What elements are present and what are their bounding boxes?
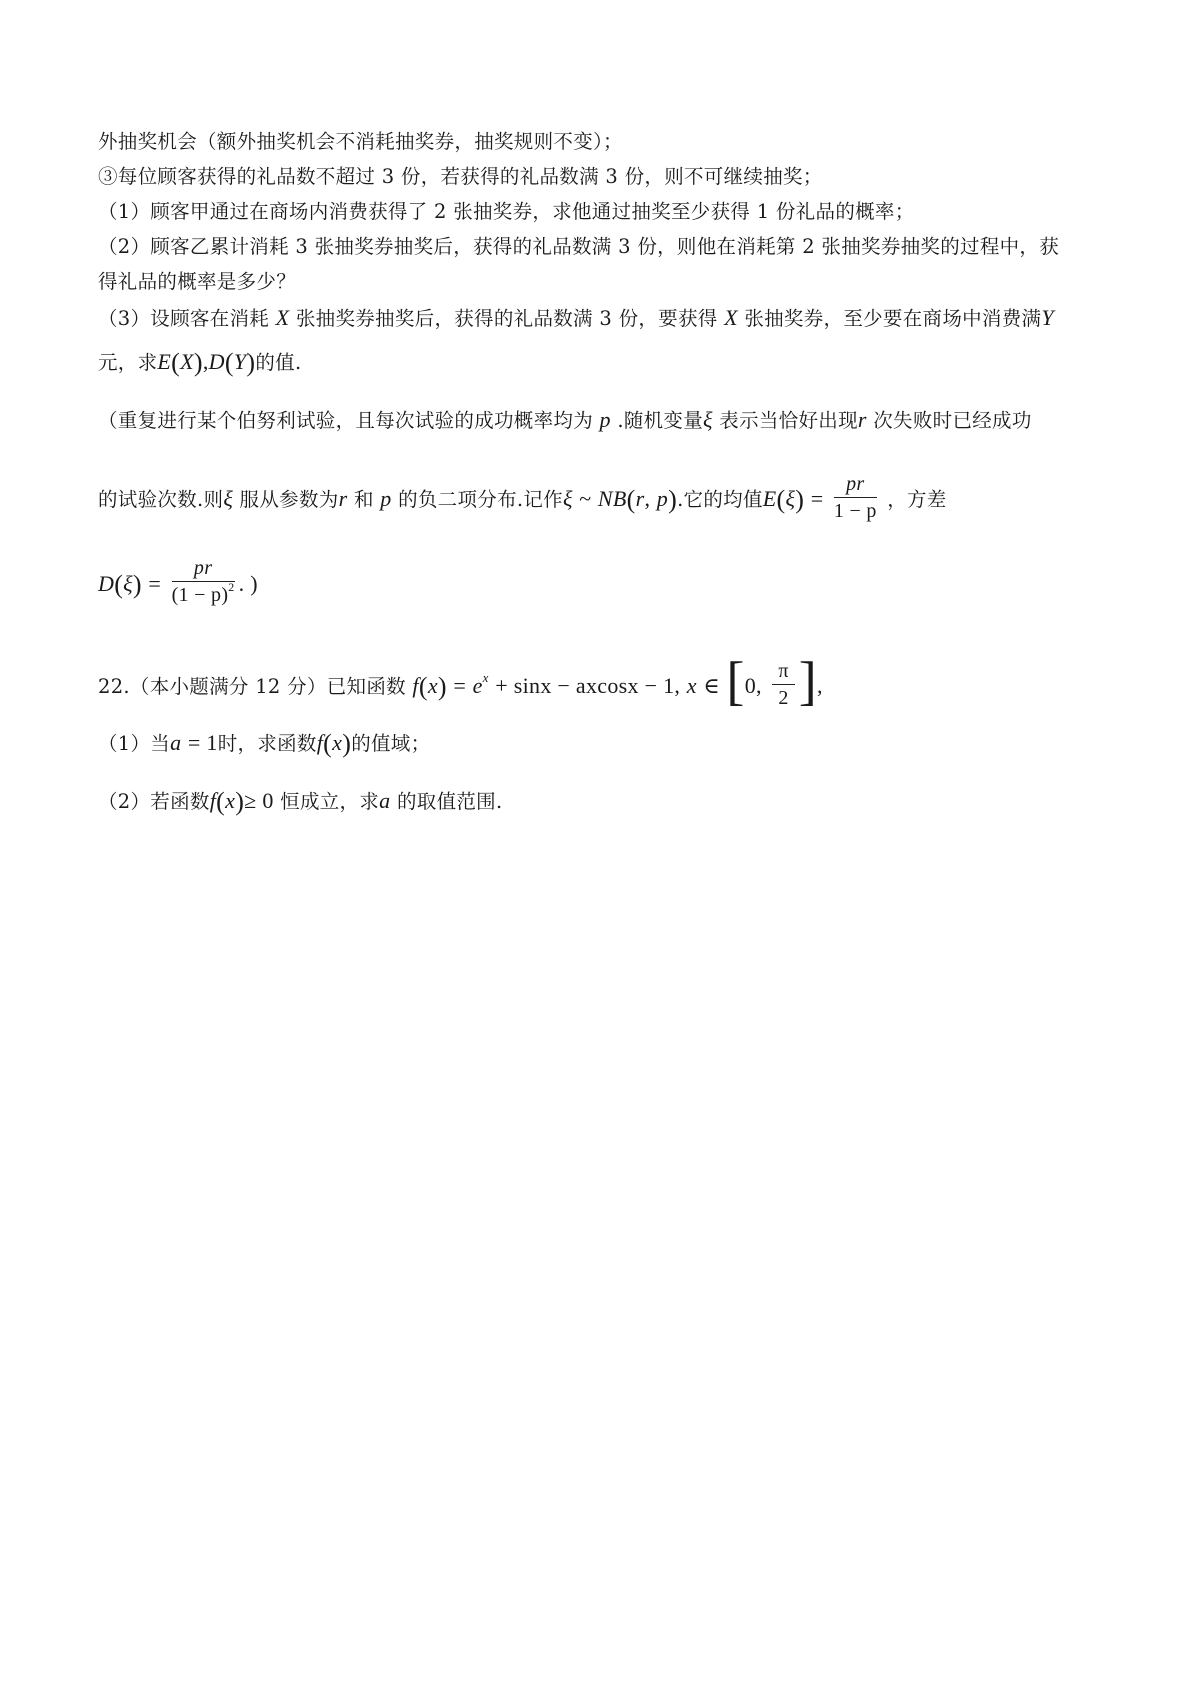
problem-22-part-2: （2）若函数f(x)≥ 0 恒成立，求a 的取值范围. [98,787,503,816]
note-line-3: D(ξ) = $\frac{pr}{(1 - p)^2}$ . ) [98,558,258,613]
question-2: （2）顾客乙累计消耗 3 张抽奖券抽奖后，获得的礼品数满 3 份，则他在消耗第 2 张抽奖券抽奖的过程中，获 [98,235,1060,258]
question-1: （1）顾客甲通过在商场内消费获得了 2 张抽奖券，求他通过抽奖至少获得 1 份礼品的概率； [98,200,915,223]
question-3: （3）设顾客在消耗 X 张抽奖券抽奖后，获得的礼品数满 3 份，要获得 X 张抽奖券，至少要在商场中消费满Y [98,305,1054,330]
note-line-1: （重复进行某个伯努利试验，且每次试验的成功概率均为 p .随机变量ξ 表示当恰好出现r 次失败时已经成功 [98,407,1032,432]
text-line-2: ③每位顾客获得的礼品数不超过 3 份，若获得的礼品数满 3 份，则不可继续抽奖； [98,165,823,188]
note-line-2: 的试验次数.则ξ 服从参数为r 和 p 的负二项分布.记作ξ ~ NB(r, p).它的均值E(ξ) = $\frac{pr}{1 - p}$ ，方差 [98,473,947,522]
question-2-cont: 得礼品的概率是多少？ [98,270,297,293]
text-line-1: 外抽奖机会（额外抽奖机会不消耗抽奖券，抽奖规则不变）； [98,130,623,153]
pi-over-two: $\frac{\pi}{2}$ [772,658,794,711]
problem-22-part-1: （1）当a = 1时，求函数f(x)的值域； [98,729,431,758]
question-3-cont: 元，求E(X),D(Y)的值. [98,348,302,377]
variance-fraction: $\frac{pr}{(1 - p)^2}$ [171,557,235,606]
problem-22: 22.（本小题满分 12 分）已知函数 $f(x) = e^x + \sin x - axcosx - 1$, x ∈ [0, $\frac{\pi}{2}$ ], [98,651,823,711]
mean-fraction: $\frac{pr}{1 - p}$ [833,473,877,522]
